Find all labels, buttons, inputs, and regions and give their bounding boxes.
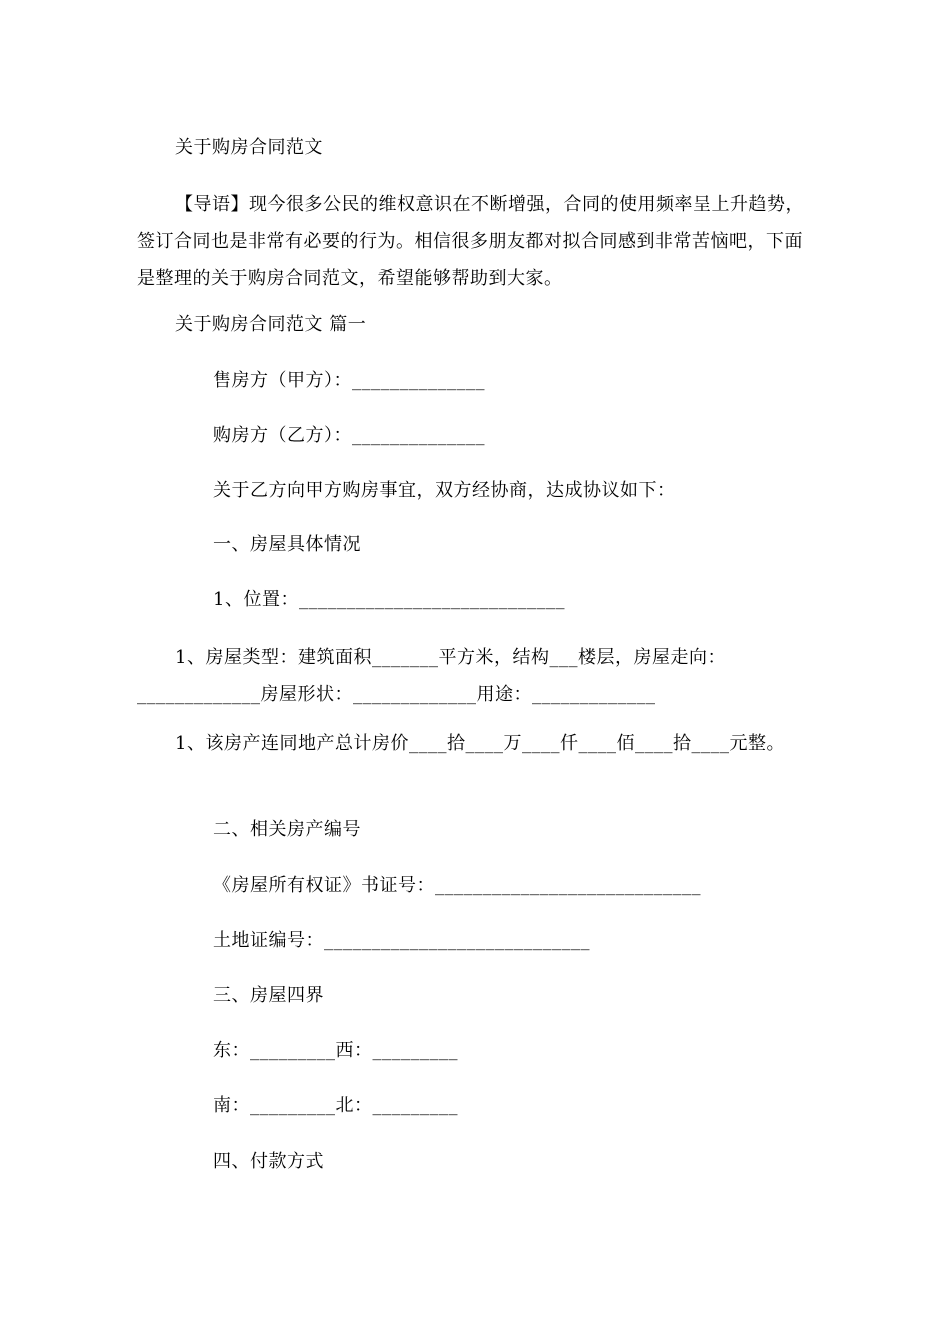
section-title: 关于购房合同范文 篇一	[175, 314, 367, 335]
house-type-text: 1、房屋类型：建筑面积_______平方米，结构___楼层，房屋走向：_____________房屋形状：_____________用途：_____________	[137, 647, 726, 705]
house-type-paragraph	[137, 639, 817, 713]
price-text: 1、该房产连同地产总计房价____拾____万____仟____佰____拾____元整。	[175, 733, 785, 754]
intro-paragraph	[137, 186, 817, 297]
location-line: 1、位置：____________________________	[213, 589, 565, 610]
price-paragraph	[137, 725, 817, 762]
agreement-line: 关于乙方向甲方购房事宜，双方经协商，达成协议如下：	[213, 480, 676, 501]
clause4-title: 四、付款方式	[213, 1151, 324, 1172]
clause2-title: 二、相关房产编号	[213, 819, 361, 840]
clause1-title: 一、房屋具体情况	[213, 534, 361, 555]
east-west-line: 东：_________西：_________	[213, 1040, 458, 1061]
document-title: 关于购房合同范文	[175, 137, 323, 158]
seller-line: 售房方（甲方）：______________	[213, 370, 485, 391]
buyer-line: 购房方（乙方）：______________	[213, 425, 485, 446]
south-north-line: 南：_________北：_________	[213, 1095, 458, 1116]
cert-number-line: 《房屋所有权证》书证号：____________________________	[213, 875, 701, 896]
clause3-title: 三、房屋四界	[213, 985, 324, 1006]
land-number-line: 土地证编号：____________________________	[213, 930, 590, 951]
intro-text: 【导语】现今很多公民的维权意识在不断增强，合同的使用频率呈上升趋势，签订合同也是非常有必要的行为。相信很多朋友都对拟合同感到非常苦恼吧，下面是整理的关于购房合同范文，希望能够帮助到大家。	[137, 194, 804, 289]
